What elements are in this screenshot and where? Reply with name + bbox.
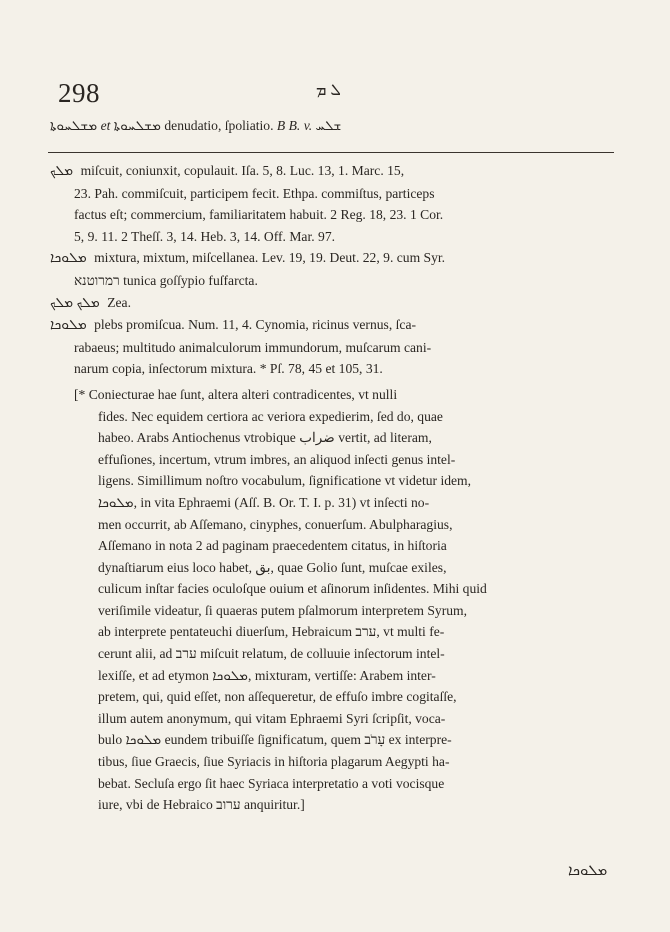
- note-line: bebat. Secluſa ergo ſit haec Syriaca interpretatio a voti vocisque: [98, 775, 445, 791]
- note-line: dynaſtiarum eius loco habet, بق, quae Golio ſunt, muſcae exiles,: [98, 559, 447, 575]
- note-line: culicum inſtar facies oculoſque ouium et aſinorum inſidentes. Mihi quid: [98, 581, 487, 597]
- editorial-note: [50, 384, 616, 816]
- dictionary-body: [50, 160, 616, 816]
- source: B B.: [276, 118, 301, 133]
- note-line: [* Coniecturae hae ſunt, altera alteri contradicentes, vt nulli: [74, 386, 398, 402]
- syriac-term: ܡܫܠܚܘܬܐ: [50, 118, 98, 133]
- note-line: habeo. Arabs Antiochenus vtrobique ضراب vertit, ad literam,: [98, 430, 432, 446]
- syriac-term: ܡܫܠܚܘܬܐ: [113, 118, 161, 133]
- note-line: veriſimile videatur, ſi quaeras putem pſalmorum interpretem Syrum,: [98, 602, 468, 618]
- conjunction: et: [100, 118, 111, 133]
- note-line: bulo ܡܠܘܟܐ eundem tribuiſſe ſignificatum, quem עָרֹב ex interpre-: [98, 732, 452, 748]
- running-head: ܠ ܡ: [316, 82, 341, 99]
- entry: [50, 160, 616, 247]
- top-entry: [50, 118, 610, 134]
- entry: [50, 292, 616, 315]
- entry-line: Zea.: [107, 294, 131, 310]
- cross-ref: v.: [303, 118, 313, 133]
- entry-line: miſcuit, coniunxit, copulauit. Iſa. 5, 8. Luc. 13, 1. Marc. 15,: [80, 163, 405, 178]
- note-line: iure, vbi de Hebraico ערוב anquiritur.]: [98, 797, 305, 813]
- entry: [50, 314, 616, 380]
- entry-line: factus eſt; commercium, familiaritatem habuit. 2 Reg. 18, 23. 1 Cor.: [74, 207, 444, 223]
- gloss: denudatio, ſpoliatio.: [164, 118, 274, 133]
- entry-headword: ܡܠܟ ܡܠܟ: [50, 295, 100, 311]
- note-line: effuſiones, incertum, vtrum imbres, an aliquod inſecti genus intel-: [98, 451, 456, 467]
- note-line: cerunt alii, ad ערב miſcuit relatum, de colluuie inſectorum intel-: [98, 646, 445, 662]
- note-line: ab interprete pentateuchi diuerſum, Hebraicum ערב, vt multi fe-: [98, 624, 445, 640]
- note-line: men occurrit, ab Aſſemano, cinyphes, conuerſum. Abulpharagius,: [98, 516, 453, 532]
- note-line: ܡܠܘܟܐ, in vita Ephraemi (Aſſ. B. Or. T. I. p. 31) vt inſecti no-: [98, 494, 430, 510]
- entry-line: 23. Pah. commiſcuit, participem fecit. Ethpa. commiſtus, particeps: [74, 185, 435, 201]
- entry: [50, 247, 616, 291]
- entry-line: plebs promiſcua. Num. 11, 4. Cynomia, ricinus vernus, ſca-: [94, 317, 417, 333]
- note-line: pretem, qui, quid eſſet, non aſſequeretur, de effuſo imbre cogitaſſe,: [98, 689, 457, 705]
- entry-headword: ܡܠܟ: [50, 164, 74, 179]
- cross-ref-syriac: ܫܠܚ: [315, 118, 342, 133]
- entry-line: rabaeus; multitudo animalculorum immundorum, muſcarum cani-: [74, 339, 432, 355]
- entry-line: narum copia, inſectorum mixtura. * Pſ. 78, 45 et 105, 31.: [74, 361, 383, 377]
- note-line: ligens. Simillimum noſtro vocabulum, ſignificatione vt videtur idem,: [98, 473, 472, 489]
- entry-headword: ܡܠܘܟܐ: [50, 318, 87, 334]
- page-header: [58, 78, 618, 108]
- entry-line: 5, 9. 11. 2 Theſſ. 3, 14. Heb. 3, 14. Off. Mar. 97.: [74, 228, 336, 244]
- catchword: ܡܠܘܟܐ: [568, 863, 608, 879]
- section-rule: [48, 152, 614, 153]
- entry-line: mixtura, mixtum, miſcellanea. Lev. 19, 19. Deut. 22, 9. cum Syr.: [94, 250, 446, 266]
- note-line: tibus, ſiue Graecis, ſiue Syriacis in hiſtoria plagarum Aegypti ha-: [98, 754, 450, 770]
- entry-line: רמרוטנא tunica goſſypio fuſfarcta.: [74, 272, 258, 288]
- note-line: lexiſſe, et ad etymon ܡܠܘܟܐ, mixturam, vertiſſe: Arabem inter-: [98, 667, 436, 683]
- note-line: fides. Nec equidem certiora ac veriora expedierim, ſed do, quae: [98, 408, 443, 424]
- entry-headword: ܡܠܘܟܐ: [50, 251, 87, 267]
- page-number: 298: [58, 78, 100, 108]
- note-line: illum autem anonymum, qui vitam Ephraemi Syri ſcripſit, voca-: [98, 710, 446, 726]
- note-line: Aſſemano in nota 2 ad paginam praecedentem citatus, in hiſtoria: [98, 538, 447, 554]
